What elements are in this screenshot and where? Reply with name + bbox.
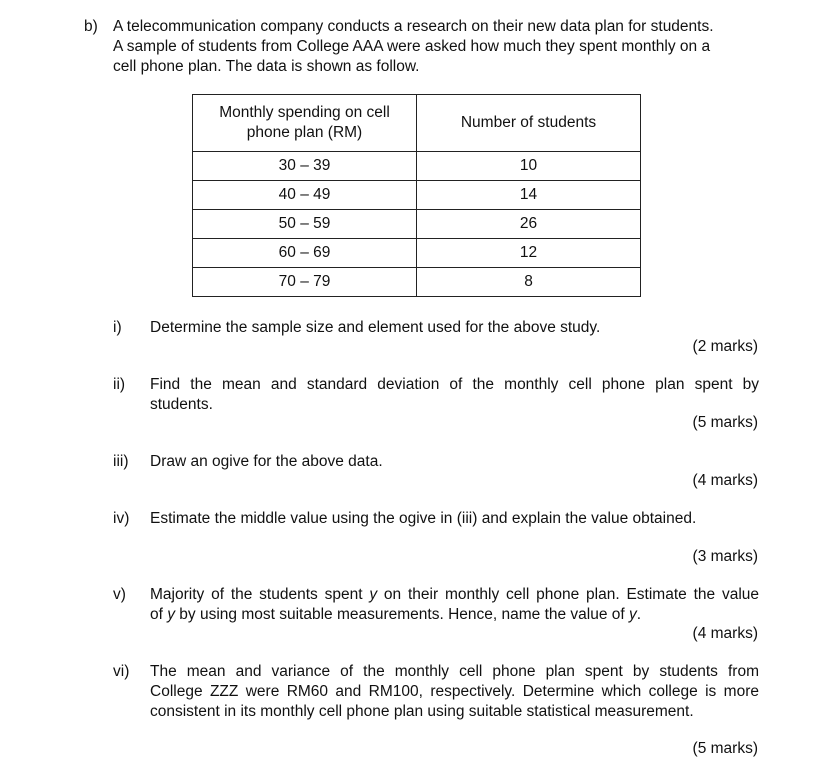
question-label: i) xyxy=(113,319,122,336)
table-row xyxy=(193,239,641,268)
marks-label: (2 marks) xyxy=(692,338,758,355)
question-label: vi) xyxy=(113,663,130,680)
intro-line: A telecommunication company conducts a research on their new data plan for students. xyxy=(113,18,714,35)
range-cell: 70 – 79 xyxy=(193,268,417,297)
range-cell: 60 – 69 xyxy=(193,239,417,268)
question-label: v) xyxy=(113,586,126,603)
header-students: Number of students xyxy=(417,95,641,152)
variable-y: y xyxy=(167,606,175,623)
variable-y: y xyxy=(629,606,637,623)
question-text: Draw an ogive for the above data. xyxy=(150,453,383,470)
table-row xyxy=(193,268,641,297)
marks-label: (4 marks) xyxy=(692,625,758,642)
range-cell: 40 – 49 xyxy=(193,181,417,210)
question-label: iii) xyxy=(113,453,129,470)
count-cell: 26 xyxy=(417,210,641,239)
table-row xyxy=(193,210,641,239)
question-text: Find the mean and standard deviation of the monthly cell phone plan spent by students. xyxy=(150,376,759,413)
range-cell: 30 – 39 xyxy=(193,152,417,181)
marks-label: (3 marks) xyxy=(692,548,758,565)
frequency-table xyxy=(192,94,641,297)
intro-line: A sample of students from College AAA were asked how much they spent monthly on a xyxy=(113,38,711,55)
intro-paragraph xyxy=(113,17,763,77)
question-text: Determine the sample size and element used for the above study. xyxy=(150,319,601,336)
table-row xyxy=(193,181,641,210)
header-spending: Monthly spending on cell phone plan (RM) xyxy=(193,95,417,152)
count-cell: 14 xyxy=(417,181,641,210)
table-header-row xyxy=(193,95,641,152)
question-label: ii) xyxy=(113,376,126,393)
variable-y: y xyxy=(369,586,378,603)
question-text: Estimate the middle value using the ogive in (iii) and explain the value obtained. xyxy=(150,510,697,527)
marks-label: (5 marks) xyxy=(692,414,758,431)
table-row xyxy=(193,152,641,181)
marks-label: (5 marks) xyxy=(692,740,758,757)
question-text: Majority of the students spent y on their monthly cell phone plan. Estimate the value of y by using most suitable measurements. Hence, name the value of y. xyxy=(150,586,759,623)
count-cell: 10 xyxy=(417,152,641,181)
question-text: The mean and variance of the monthly cell phone plan spent by students from College ZZZ were RM60 and RM100, respectively. Determine which college is more consistent in its monthly cell phone plan using suitable statistical measurement. xyxy=(150,663,759,720)
question-label: iv) xyxy=(113,510,130,527)
part-label: b) xyxy=(84,18,98,35)
range-cell: 50 – 59 xyxy=(193,210,417,239)
count-cell: 12 xyxy=(417,239,641,268)
marks-label: (4 marks) xyxy=(692,472,758,489)
intro-line: cell phone plan. The data is shown as follow. xyxy=(113,58,420,75)
count-cell: 8 xyxy=(417,268,641,297)
